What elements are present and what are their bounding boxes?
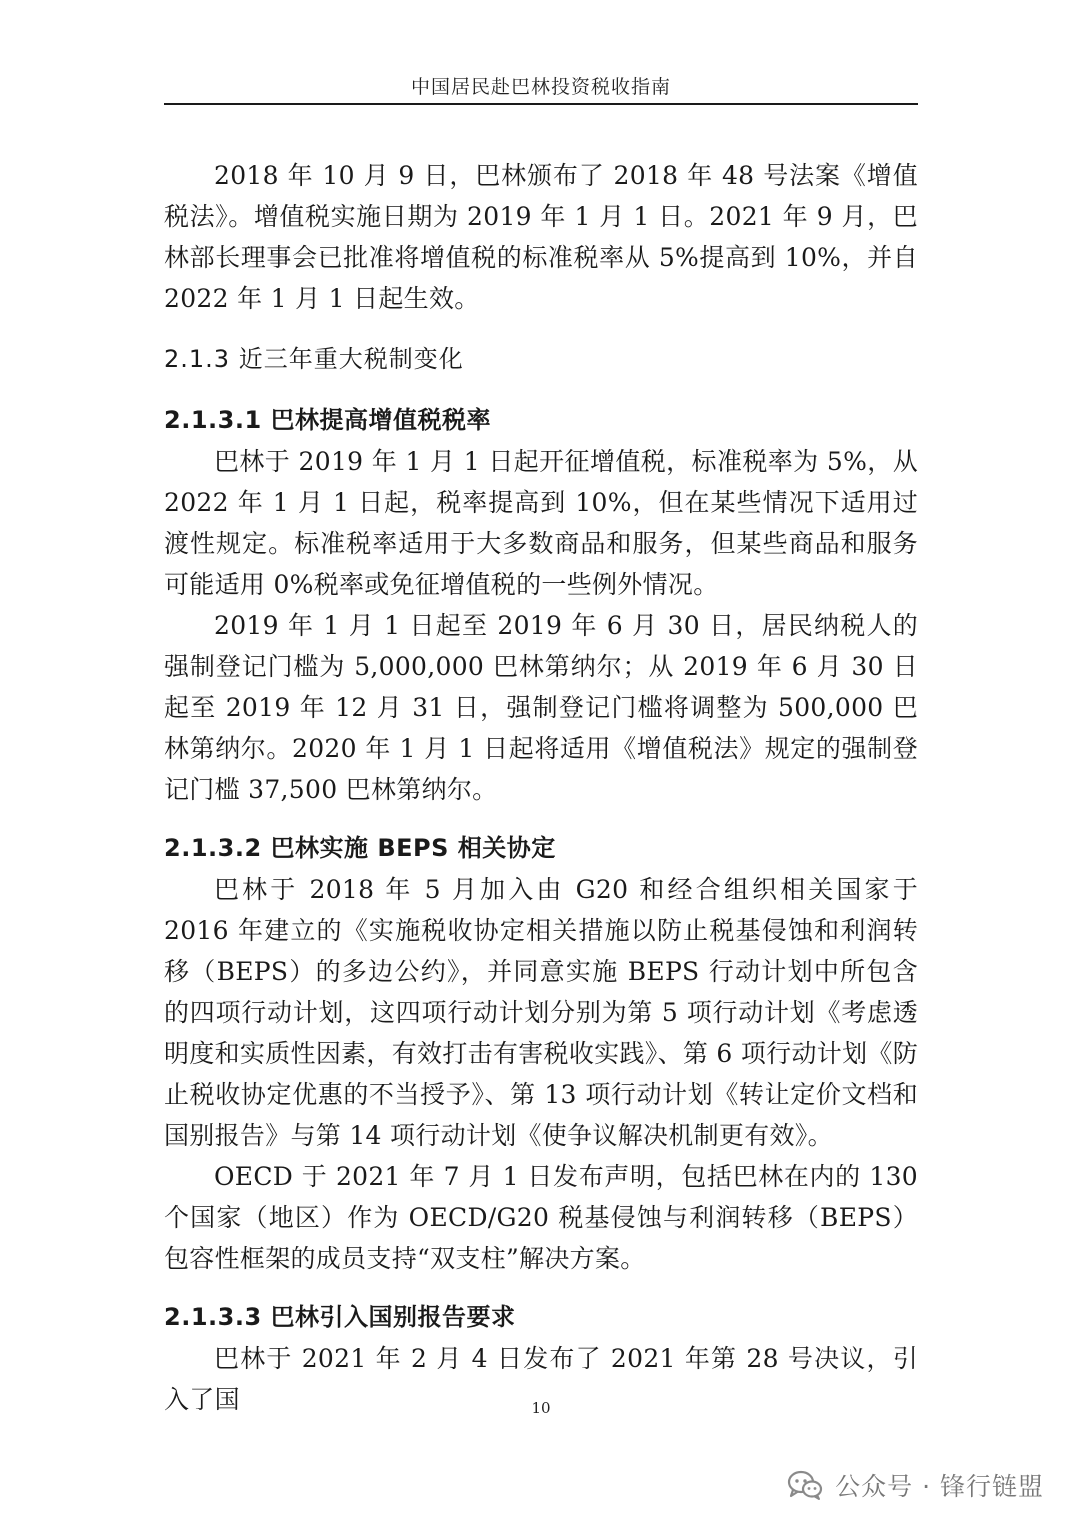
section-heading-2-1-3: 2.1.3 近三年重大税制变化	[164, 345, 464, 373]
running-header: 中国居民赴巴林投资税收指南	[410, 76, 671, 98]
watermark-text: 公众号 · 锋行链盟	[835, 1472, 1044, 1501]
watermark	[787, 1465, 1044, 1505]
page-number: 10	[531, 1399, 551, 1417]
paragraph-cbc-report: 巴林于 2021 年 2 月 4 日发布了 2021 年第 28 号决议，引入了国	[164, 1344, 918, 1414]
section-heading-2-1-3-1: 2.1.3.1 巴林提高增值税税率	[164, 406, 492, 434]
header-rule	[164, 103, 918, 105]
paragraph-beps-convention: 巴林于 2018 年 5 月加入由 G20 和经合组织相关国家于 2016 年建立的《实施税收协定相关措施以防止税基侵蚀和利润转移（BEPS）的多边公约》，并同意实施 BEPS 行动计划中所包含的四项行动计划，这四项行动计划分别为第 5 项行动计划《考虑透明度和实质性因素，有效打击有害税收实践》、第 6 项行动计划《防止税收协定优惠的不当授予》、第 13 项行动计划《转让定价文档和国别报告》与第 14 项行动计划《使争议解决机制更有效》。	[164, 875, 918, 1150]
paragraph-vat-rate: 巴林于 2019 年 1 月 1 日起开征增值税，标准税率为 5%，从 2022 年 1 月 1 日起，税率提高到 10%，但在某些情况下适用过渡性规定。标准税率适用于大多数商品和服务，但某些商品和服务可能适用 0%税率或免征增值税的一些例外情况。	[164, 447, 918, 599]
paragraph-registration-threshold: 2019 年 1 月 1 日起至 2019 年 6 月 30 日，居民纳税人的强制登记门槛为 5,000,000 巴林第纳尔；从 2019 年 6 月 30 日起至 2019 年 12 月 31 日，强制登记门槛将调整为 500,000 巴林第纳尔。2020 年 1 月 1 日起将适用《增值税法》规定的强制登记门槛 37,500 巴林第纳尔。	[164, 611, 918, 804]
wechat-icon	[787, 1469, 823, 1501]
paragraph-oecd-statement: OECD 于 2021 年 7 月 1 日发布声明，包括巴林在内的 130 个国家（地区）作为 OECD/G20 税基侵蚀与利润转移（BEPS）包容性框架的成员支持“双支柱”解决方案。	[164, 1162, 918, 1273]
section-heading-2-1-3-3: 2.1.3.3 巴林引入国别报告要求	[164, 1303, 516, 1331]
page-content	[164, 155, 918, 1420]
intro-paragraph: 2018 年 10 月 9 日，巴林颁布了 2018 年 48 号法案《增值税法》。增值税实施日期为 2019 年 1 月 1 日。2021 年 9 月，巴林部长理事会已批准将增值税的标准税率从 5%提高到 10%，并自 2022 年 1 月 1 日起生效。	[164, 161, 918, 313]
section-heading-2-1-3-2: 2.1.3.2 巴林实施 BEPS 相关协定	[164, 834, 556, 862]
